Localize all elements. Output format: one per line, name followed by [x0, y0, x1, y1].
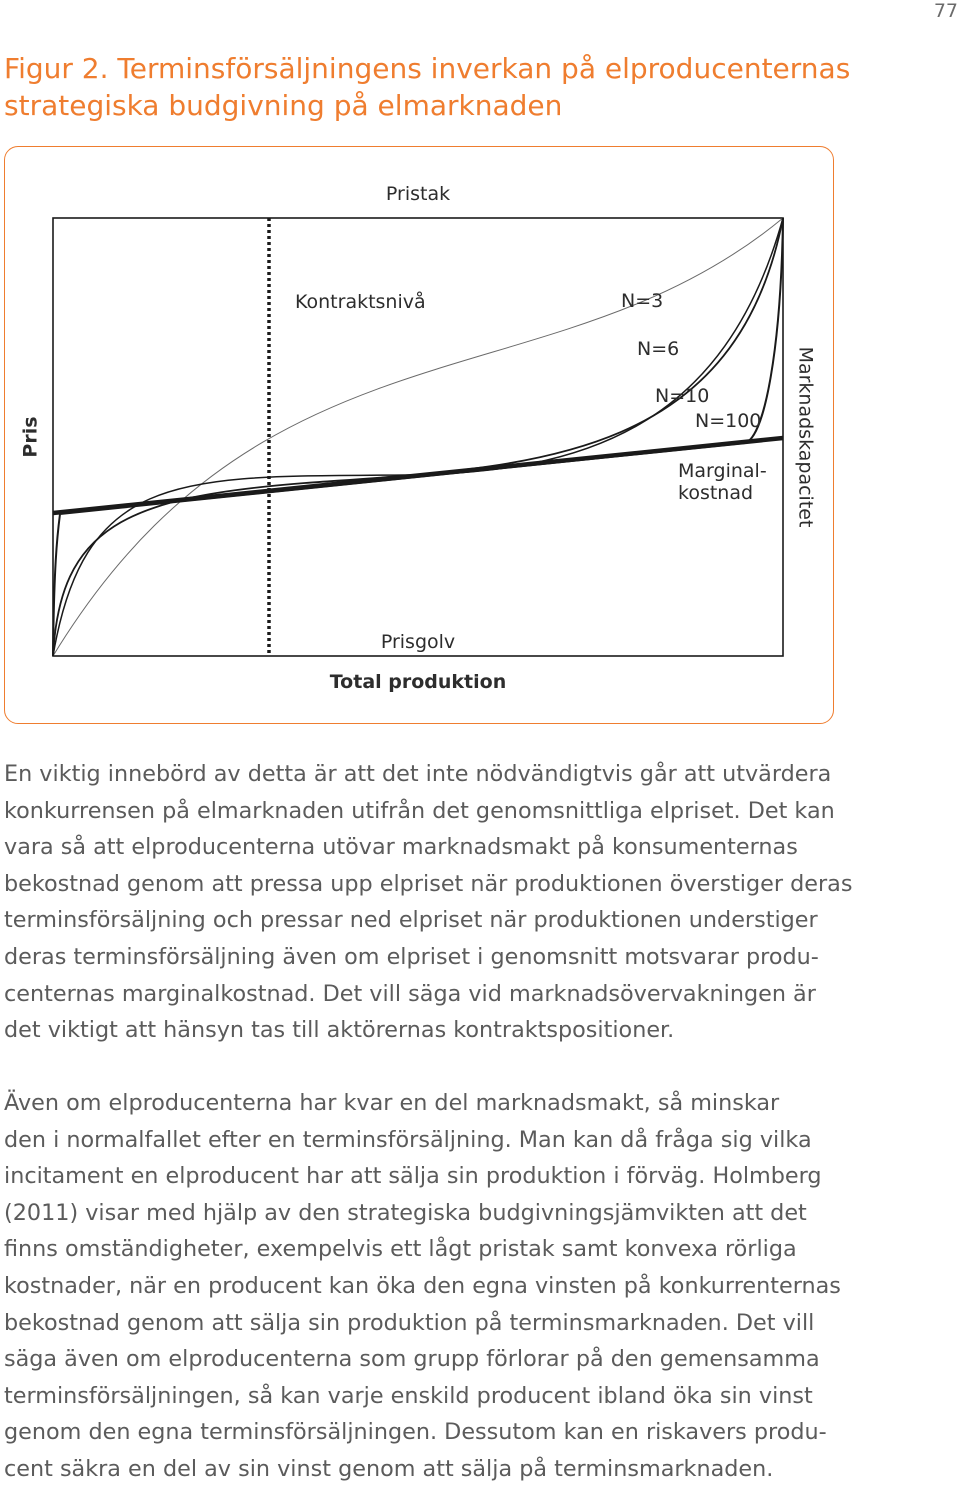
figure-title-line: strategiska budgivning på elmarknaden [4, 89, 563, 122]
n3-label: N=3 [621, 290, 664, 312]
paragraph-line: En viktig innebörd av detta är att det inte nödvändigtvis går att utvärdera [4, 761, 832, 787]
prisgolv-label: Prisgolv [380, 631, 456, 653]
figure-title-line: Figur 2. Terminsförsäljningens inverkan på elproducenternas [4, 52, 851, 85]
y-axis-label: Pris [19, 416, 42, 458]
curve-n3 [53, 218, 783, 656]
paragraph-line: centernas marginalkostnad. Det vill säga vid marknadsövervakningen är [4, 980, 816, 1007]
paragraph-line: säga även om elproducenterna som grupp förlorar på den gemensamma [4, 1346, 820, 1373]
paragraph-line: det viktigt att hänsyn tas till aktörernas kontraktspositioner. [4, 1017, 675, 1044]
paragraph [4, 756, 853, 1049]
figure-title [4, 50, 904, 124]
curve-n10 [53, 218, 783, 656]
paragraph-line: kostnader, när en producent kan öka den egna vinsten på konkurrenternas [4, 1272, 841, 1299]
x-axis-label: Total produktion [329, 671, 507, 693]
curve-n100 [53, 218, 783, 656]
n100-label: N=100 [695, 410, 762, 432]
paragraph-line: Även om elproducenterna har kvar en del marknadsmakt, så minskar [4, 1090, 780, 1116]
n10-label: N=10 [655, 385, 710, 407]
marginal-cost-label-line2: kostnad [678, 482, 754, 504]
paragraph-line: den i normalfallet efter en terminsförsäljning. Man kan då fråga sig vilka [4, 1126, 812, 1153]
contract-level-label: Kontraktsnivå [295, 291, 426, 313]
paragraph-line: incitament en elproducent har att sälja sin produktion i förväg. Holmberg [4, 1163, 822, 1190]
plot-area-border [53, 218, 783, 656]
paragraph-line: terminsförsäljningen, så kan varje enskild producent ibland öka sin vinst [4, 1382, 813, 1409]
paragraph-line: finns omständigheter, exempelvis ett lågt pristak samt konvexa rörliga [4, 1236, 797, 1263]
paragraph-line: bekostnad genom att pressa upp elpriset när produktionen överstiger deras [4, 870, 853, 897]
pristak-label: Pristak [385, 183, 451, 205]
right-axis-label: Marknadskapacitet [794, 346, 817, 528]
paragraph-line: konkurrensen på elmarknaden utifrån det genomsnittliga elpriset. Det kan [4, 797, 835, 824]
paragraph-line: cent säkra en del av sin vinst genom att sälja på terminsmarknaden. [4, 1455, 774, 1482]
paragraph [4, 1085, 844, 1488]
marginal-cost-line [53, 438, 783, 513]
marginal-cost-label-line1: Marginal- [678, 460, 767, 482]
page-number: 77 [933, 0, 958, 22]
paragraph-line: vara så att elproducenterna utövar marknadsmakt på konsumenternas [4, 834, 798, 861]
paragraph-line: terminsförsäljning och pressar ned elpriset när produktionen understiger [4, 907, 818, 934]
paragraph-line: (2011) visar med hjälp av den strategiska budgivningsjämvikten att det [4, 1199, 807, 1226]
curve-n6 [53, 218, 783, 656]
figure-chart [5, 147, 835, 725]
paragraph-line: bekostnad genom att sälja sin produktion på terminsmarknaden. Det vill [4, 1309, 815, 1336]
n6-label: N=6 [637, 338, 680, 360]
paragraph-line: genom den egna terminsförsäljningen. Dessutom kan en riskavers produ- [4, 1419, 827, 1446]
paragraph-line: deras terminsförsäljning även om elpriset i genomsnitt motsvarar produ- [4, 943, 819, 970]
figure-frame [4, 146, 834, 724]
